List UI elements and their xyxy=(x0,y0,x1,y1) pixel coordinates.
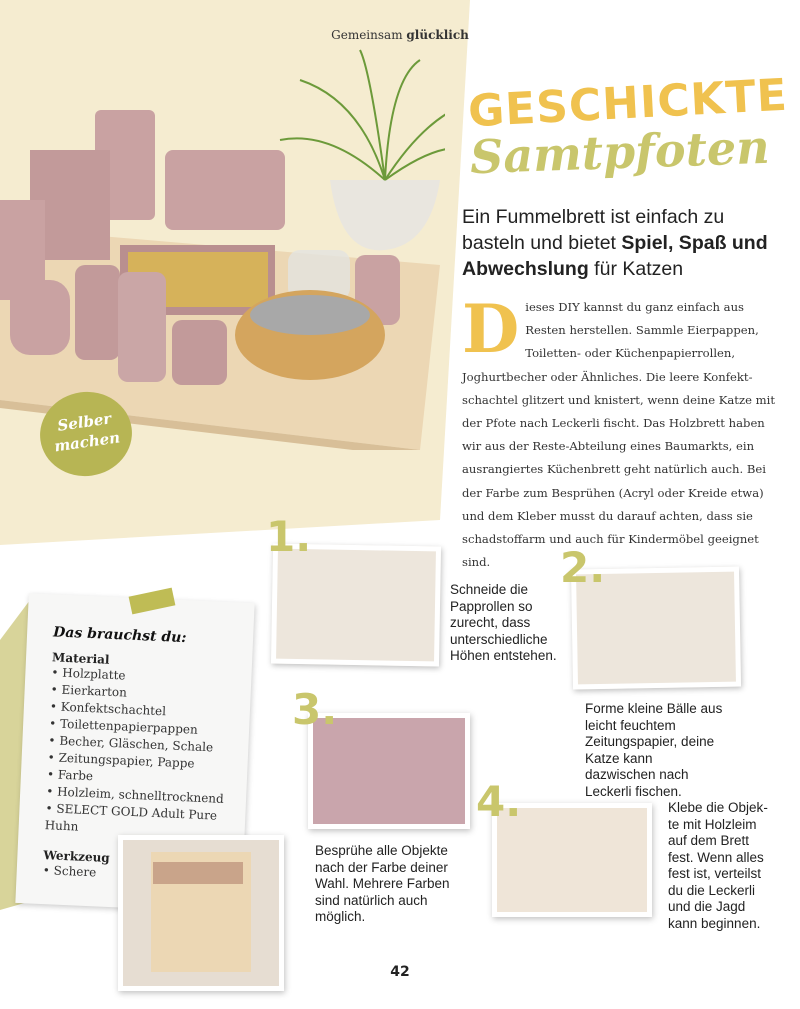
material-item: • Toilettenpapierpappen xyxy=(49,715,230,740)
step-4-number: 4. xyxy=(476,777,522,826)
step-3-number: 3. xyxy=(292,685,338,734)
title-line-2: Samtpfoten xyxy=(469,119,771,185)
material-item: • Farbe xyxy=(47,766,228,791)
step-1-text: Schneide die Papprollen so zurecht, dass unterschiedliche Höhen entstehen. xyxy=(450,582,557,663)
title-line-1: GESCHICKTE xyxy=(466,69,789,138)
step-2-number: 2. xyxy=(560,543,606,592)
step-1-photo xyxy=(271,544,441,667)
tools-heading: Werkzeug xyxy=(43,848,111,865)
step-4-text: Klebe die Objekte mit Holzleim auf dem Brett fest. Wenn alles fest ist, verteilst du die Leckerli und die Jagd kann beginnen. xyxy=(668,800,768,931)
diy-badge: Selber machen xyxy=(35,386,138,482)
drop-cap: D xyxy=(462,290,520,368)
subtitle: Ein Fummelbrett ist einfach zu basteln und bietet Spiel, Spaß und Abwechslung für Katzen xyxy=(462,206,768,280)
step-1-number: 1. xyxy=(266,512,312,561)
section-kicker: Gemeinsam glücklich xyxy=(331,28,469,42)
card-title: Das brauchst du: xyxy=(52,624,187,647)
page-number: 42 xyxy=(390,964,410,980)
hero-photo xyxy=(0,40,445,450)
material-heading: Material xyxy=(51,650,110,667)
material-item: • Holzplatte xyxy=(51,664,232,689)
step-3-text: Besprühe alle Objekte nach der Farbe deiner Wahl. Mehrere Farben sind natürlich auch möglich. xyxy=(315,843,450,924)
material-item: • Becher, Gläschen, Schale xyxy=(48,732,229,757)
material-item: • Konfektschachtel xyxy=(50,698,231,723)
material-item: • SELECT GOLD Adult Pure Huhn xyxy=(44,800,225,842)
body-text: Dieses DIY kannst du ganz einfach aus Resten herstellen. Sammle Eierpappen, Toiletten- oder Küchenpapierrollen, Joghurtbecher oder Ähnliches. Die leere Konfektschachtel glitzert und knistert, wenn deine Katze mit der Pfote nach Leckerli fischt. Das Holzbrett haben wir aus der Reste-Abteilung eines Baumarkts, ein ausrangiertes Küchenbrett geht natürlich auch. Bei der Farbe zum Besprühen (Acryl oder Kreide etwa) und dem Kleber musst du darauf achten, dass sie schadstoffarm und auch für Kindermöbel geeignet sind. xyxy=(462,290,775,570)
tool-item: • Schere xyxy=(42,862,223,887)
step-2-text: Forme kleine Bälle aus leicht feuchtem Zeitungspapier, deine Katze kann dazwischen nach Leckerli fischen. xyxy=(585,701,723,799)
material-item: • Holzleim, schnelltrocknend xyxy=(46,783,227,808)
material-item: • Eierkarton xyxy=(50,681,231,706)
material-item: • Zeitungspapier, Pappe xyxy=(47,749,228,774)
materials-photo xyxy=(118,835,284,991)
